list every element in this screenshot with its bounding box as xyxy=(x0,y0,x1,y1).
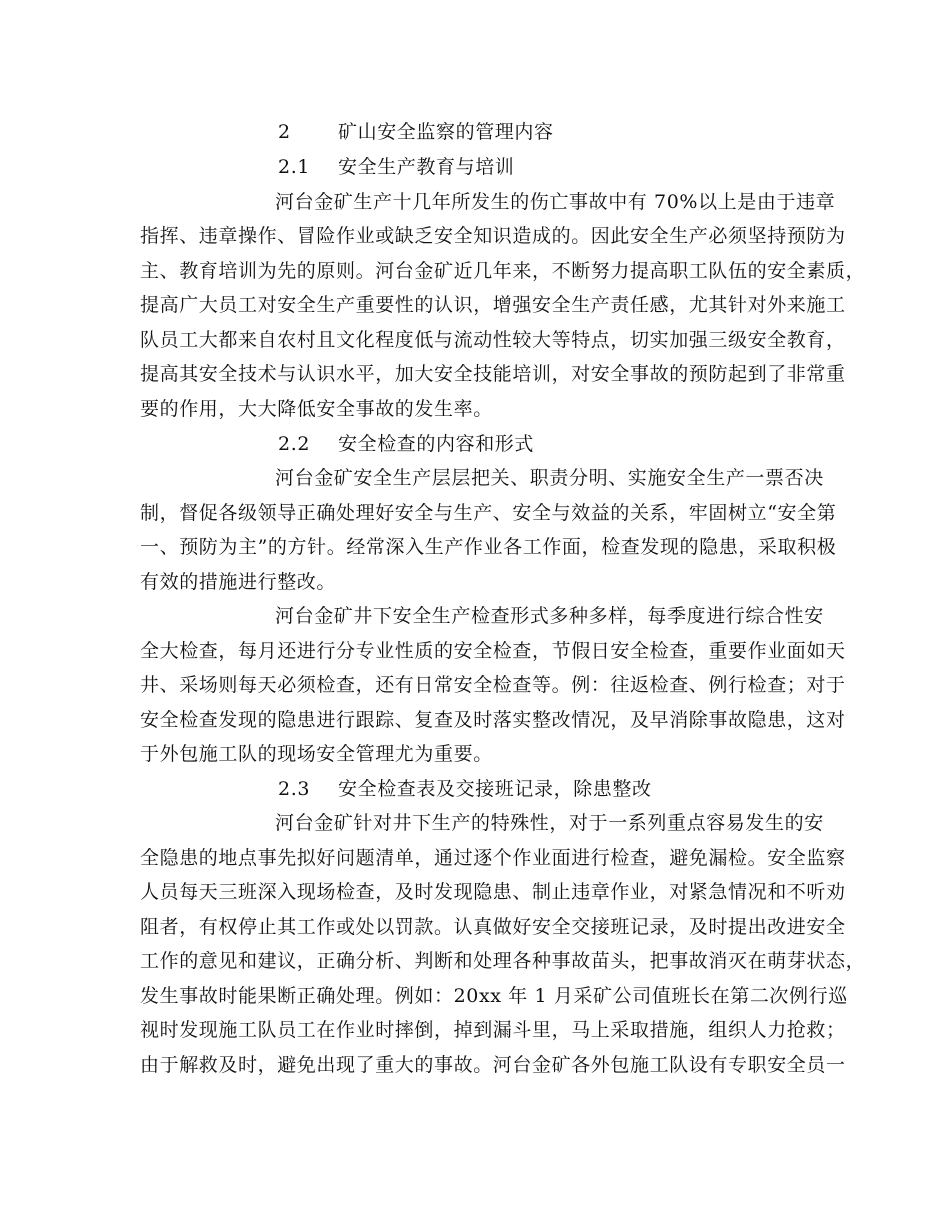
paragraph-line: 河台金矿生产十几年所发生的伤亡事故中有 70%以上是由于违章 xyxy=(275,191,836,213)
paragraph-line: 工作的意见和建议，正确分析、判断和处理各种事故苗头，把事故消灭在萌芽状态， xyxy=(140,950,866,972)
section-heading-2-2 xyxy=(278,432,950,456)
paragraph-line: 人员每天三班深入现场检查，及时发现隐患、制止违章作业，对紧急情况和不听劝 xyxy=(140,881,846,903)
section-number: 2 xyxy=(278,121,291,143)
paragraph-line: 全大检查，每月还进行分专业性质的安全检查，节假日安全检查，重要作业面如天 xyxy=(140,640,846,662)
paragraph-line: 要的作用，大大降低安全事故的发生率。 xyxy=(140,398,493,420)
paragraph-line: 井、采场则每天必须检查，还有日常安全检查等。例：往返检查、例行检查；对于 xyxy=(140,674,846,696)
paragraph-line: 发生事故时能果断正确处理。例如：20xx 年 1 月采矿公司值班长在第二次例行巡 xyxy=(140,985,848,1007)
paragraph-line: 有效的措施进行整改。 xyxy=(140,571,337,593)
paragraph-line: 指挥、违章操作、冒险作业或缺乏安全知识造成的。因此安全生产必须坚持预防为 xyxy=(140,225,846,247)
paragraph-line: 一、预防为主”的方针。经常深入生产作业各工作面，检查发现的隐患，采取积极 xyxy=(140,536,837,558)
paragraph-line: 主、教育培训为先的原则。河台金矿近几年来，不断努力提高职工队伍的安全素质， xyxy=(140,260,866,282)
paragraph-line: 提高广大员工对安全生产重要性的认识，增强安全生产责任感，尤其针对外来施工 xyxy=(140,294,846,316)
section-heading-2-1 xyxy=(278,155,950,179)
paragraph-line: 河台金矿针对井下生产的特殊性，对于一系列重点容易发生的安 xyxy=(275,812,824,834)
paragraph-line: 于外包施工队的现场安全管理尤为重要。 xyxy=(140,743,493,765)
section-title: 安全检查表及交接班记录，除患整改 xyxy=(338,778,652,800)
paragraph-line: 河台金矿安全生产层层把关、职责分明、实施安全生产一票否决 xyxy=(275,467,824,489)
section-title: 安全生产教育与培训 xyxy=(338,156,515,178)
paragraph-line: 由于解救及时，避免出现了重大的事故。河台金矿各外包施工队设有专职安全员一 xyxy=(140,1054,846,1076)
paragraph-line: 阻者，有权停止其工作或处以罚款。认真做好安全交接班记录，及时提出改进安全 xyxy=(140,916,846,938)
paragraph-line: 制，督促各级领导正确处理好安全与生产、安全与效益的关系，牢固树立“安全第 xyxy=(140,502,837,524)
section-heading-2-3 xyxy=(278,777,950,801)
paragraph-line: 队员工大都来自农村且文化程度低与流动性较大等特点，切实加强三级安全教育， xyxy=(140,329,846,351)
section-number: 2.3 xyxy=(278,778,311,800)
section-number: 2.1 xyxy=(278,156,311,178)
paragraph-line: 视时发现施工队员工在作业时摔倒，掉到漏斗里，马上采取措施，组织人力抢救； xyxy=(140,1019,846,1041)
section-title: 矿山安全监察的管理内容 xyxy=(338,121,554,143)
section-title: 安全检查的内容和形式 xyxy=(338,433,535,455)
paragraph-line: 提高其安全技术与认识水平，加大安全技能培训，对安全事故的预防起到了非常重 xyxy=(140,363,846,385)
paragraph-line: 河台金矿井下安全生产检查形式多种多样，每季度进行综合性安 xyxy=(275,605,824,627)
paragraph-line: 安全检查发现的隐患进行跟踪、复查及时落实整改情况，及早消除事故隐患，这对 xyxy=(140,709,846,731)
paragraph-line: 全隐患的地点事先拟好问题清单，通过逐个作业面进行检查，避免漏检。安全监察 xyxy=(140,847,846,869)
section-number: 2.2 xyxy=(278,433,311,455)
section-heading-2 xyxy=(278,120,950,144)
